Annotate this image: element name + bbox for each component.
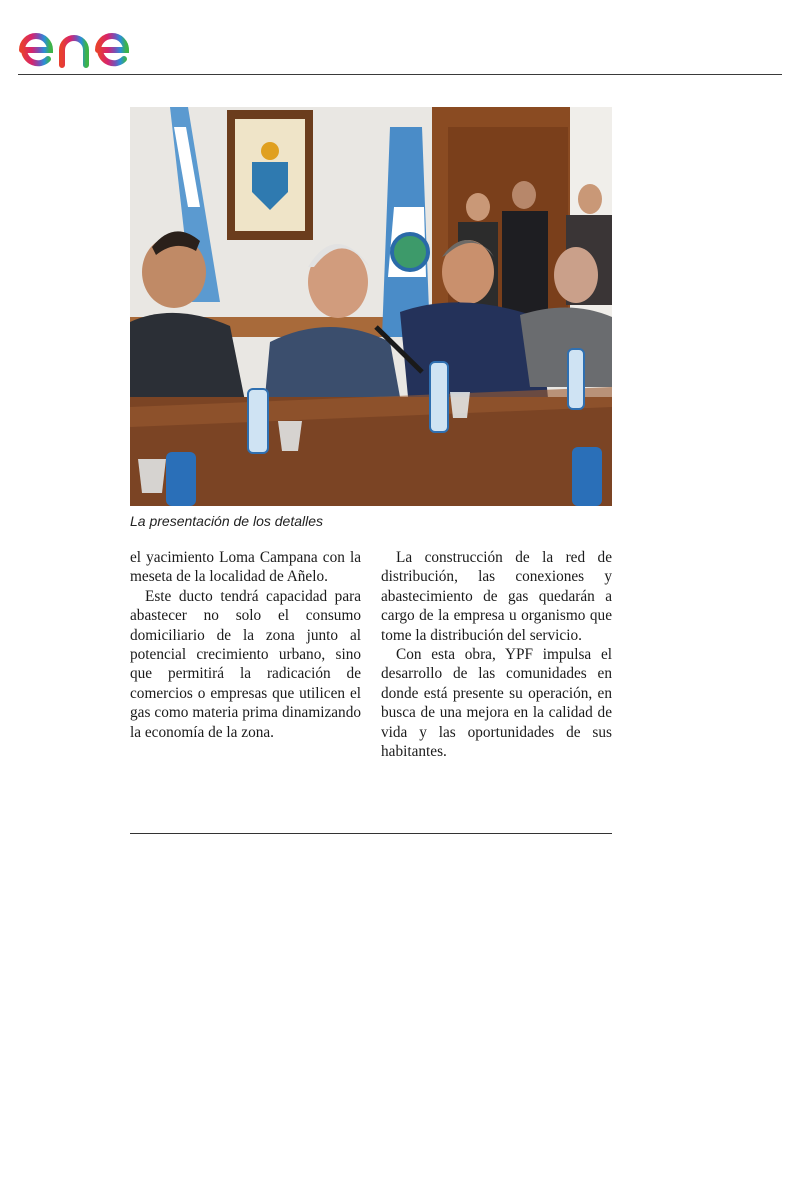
article-column-left <box>130 548 361 761</box>
paragraph: Con esta obra, YPF impulsa el desarrollo de las comunidades en donde está presente su operación, en busca de una mejora en la calidad de vida y las oportunidades de sus habitantes. <box>381 646 612 761</box>
paragraph: Este ducto tendrá capacidad para abastecer no solo el consumo domiciliario de la zona junto al potencial crecimiento urbano, sino que permitirá la radicación de comercios o empresas que utilicen el gas como materia prima dinamizando la economía de la zona. <box>130 587 361 741</box>
paragraph: La construcción de la red de distribución, las conexiones y abastecimiento de gas quedarán a cargo de la empresa u organismo que tome la distribución del servicio. <box>381 549 612 644</box>
press-photo <box>130 107 612 506</box>
photo-caption: La presentación de los detalles <box>130 513 324 529</box>
article-columns <box>130 548 612 761</box>
article <box>130 107 612 761</box>
header-divider <box>18 74 782 75</box>
article-end-divider <box>130 833 612 834</box>
page-header <box>0 0 800 80</box>
article-column-right <box>381 548 612 761</box>
enel-logo <box>16 6 186 70</box>
paragraph: el yacimiento Loma Campana con la meseta de la localidad de Añelo. <box>130 549 361 586</box>
